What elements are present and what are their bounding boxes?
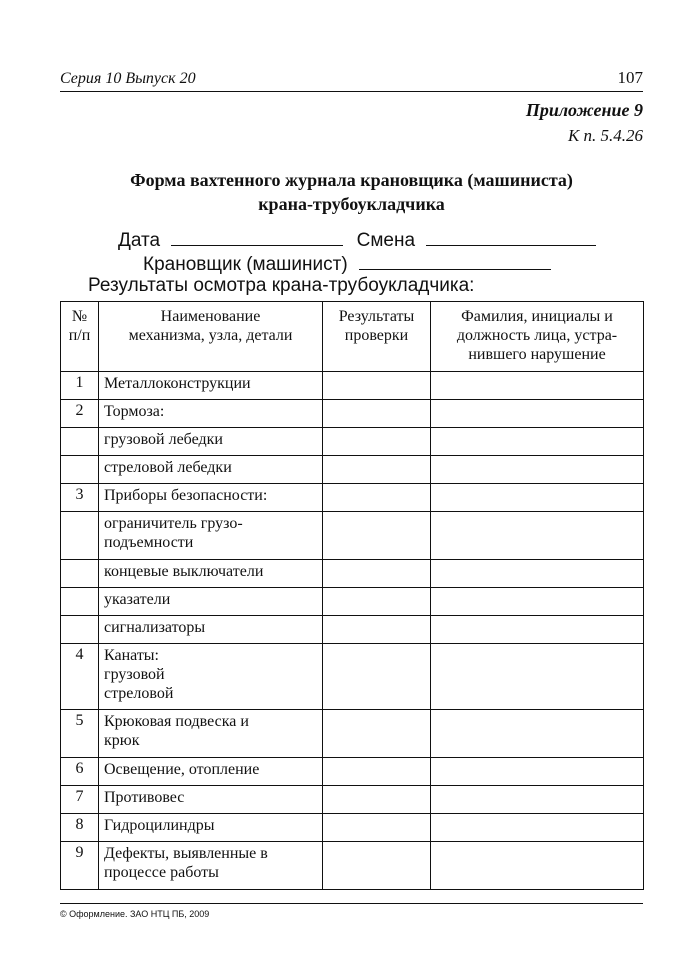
row-number xyxy=(61,616,99,644)
row-number: 3 xyxy=(61,484,99,512)
row-item-name xyxy=(99,842,323,890)
row-person-cell[interactable] xyxy=(431,814,644,842)
col-header-results xyxy=(323,302,431,372)
table-row xyxy=(61,456,644,484)
row-results-cell[interactable] xyxy=(323,644,431,710)
table-row xyxy=(61,758,644,786)
item-name-line: Противовес xyxy=(104,789,185,806)
table-row xyxy=(61,710,644,758)
row-results-cell[interactable] xyxy=(323,616,431,644)
item-name-line: концевые выключатели xyxy=(104,563,264,580)
row-results-cell[interactable] xyxy=(323,372,431,400)
operator-label: Крановщик (машинист) xyxy=(143,254,348,275)
row-results-cell[interactable] xyxy=(323,842,431,890)
row-item-name xyxy=(99,814,323,842)
item-name-line: Крюковая подвеска и xyxy=(104,713,249,730)
row-results-cell[interactable] xyxy=(323,786,431,814)
table-row xyxy=(61,512,644,560)
item-name-line: ограничитель грузо- xyxy=(104,515,243,532)
row-item-name xyxy=(99,456,323,484)
row-person-cell[interactable] xyxy=(431,616,644,644)
item-name-line: сигнализаторы xyxy=(104,619,206,636)
operator-field[interactable] xyxy=(359,252,551,270)
date-label: Дата xyxy=(118,230,161,251)
table-row xyxy=(61,560,644,588)
row-results-cell[interactable] xyxy=(323,512,431,560)
row-person-cell[interactable] xyxy=(431,588,644,616)
row-results-cell[interactable] xyxy=(323,400,431,428)
header-line: Наименование xyxy=(160,308,261,325)
table-row xyxy=(61,814,644,842)
table-header-row xyxy=(61,302,644,372)
row-person-cell[interactable] xyxy=(431,842,644,890)
item-name-line: крюк xyxy=(104,732,140,749)
row-results-cell[interactable] xyxy=(323,560,431,588)
row-item-name xyxy=(99,428,323,456)
item-name-line: Тормоза: xyxy=(104,403,165,420)
header-line: Результаты xyxy=(338,308,415,325)
appendix-reference: К п. 5.4.26 xyxy=(567,126,643,145)
row-item-name xyxy=(99,616,323,644)
header-line: № xyxy=(71,308,88,325)
table-row xyxy=(61,428,644,456)
row-item-name xyxy=(99,588,323,616)
item-name-line: Приборы безопасности: xyxy=(104,487,268,504)
col-header-person xyxy=(431,302,644,372)
col-header-number xyxy=(61,302,99,372)
row-person-cell[interactable] xyxy=(431,428,644,456)
row-number xyxy=(61,588,99,616)
row-item-name xyxy=(99,400,323,428)
date-field[interactable] xyxy=(171,228,343,246)
header-line: проверки xyxy=(344,327,409,344)
row-item-name xyxy=(99,710,323,758)
header-line: Фамилия, инициалы и xyxy=(461,308,613,325)
table-row xyxy=(61,616,644,644)
row-item-name xyxy=(99,560,323,588)
footer-rule xyxy=(60,903,643,904)
row-results-cell[interactable] xyxy=(323,456,431,484)
series-label: Серия 10 Выпуск 20 xyxy=(60,70,196,87)
row-number xyxy=(61,428,99,456)
form-title-line-1: Форма вахтенного журнала крановщика (машиниста) xyxy=(130,170,573,190)
row-results-cell[interactable] xyxy=(323,588,431,616)
row-number xyxy=(61,512,99,560)
item-name-line: Дефекты, выявленные в xyxy=(104,845,268,862)
item-name-line: грузовой лебедки xyxy=(104,431,223,448)
item-name-line: процессе работы xyxy=(104,864,219,881)
row-item-name xyxy=(99,758,323,786)
row-results-cell[interactable] xyxy=(323,758,431,786)
row-item-name xyxy=(99,484,323,512)
table-row xyxy=(61,372,644,400)
row-number: 6 xyxy=(61,758,99,786)
operator-line xyxy=(143,252,551,276)
row-person-cell[interactable] xyxy=(431,710,644,758)
row-results-cell[interactable] xyxy=(323,428,431,456)
row-number: 8 xyxy=(61,814,99,842)
item-name-line: стреловой xyxy=(104,685,174,702)
item-name-line: Гидроцилиндры xyxy=(104,817,215,834)
row-number: 2 xyxy=(61,400,99,428)
row-person-cell[interactable] xyxy=(431,512,644,560)
row-number xyxy=(61,560,99,588)
row-results-cell[interactable] xyxy=(323,814,431,842)
row-number xyxy=(61,456,99,484)
row-number: 7 xyxy=(61,786,99,814)
item-name-line: Канаты: xyxy=(104,647,159,664)
results-heading: Результаты осмотра крана-трубоукладчика: xyxy=(88,275,475,296)
row-person-cell[interactable] xyxy=(431,786,644,814)
row-person-cell[interactable] xyxy=(431,484,644,512)
row-person-cell[interactable] xyxy=(431,456,644,484)
item-name-line: указатели xyxy=(104,591,171,608)
item-name-line: Металлоконструкции xyxy=(104,375,251,392)
table-row xyxy=(61,484,644,512)
table-row xyxy=(61,842,644,890)
page-number: 107 xyxy=(617,68,643,87)
running-header xyxy=(60,67,643,92)
row-person-cell[interactable] xyxy=(431,560,644,588)
date-shift-line xyxy=(118,228,596,252)
shift-label: Смена xyxy=(356,230,416,251)
shift-field[interactable] xyxy=(426,228,596,246)
row-person-cell[interactable] xyxy=(431,758,644,786)
row-item-name xyxy=(99,644,323,710)
row-item-name xyxy=(99,372,323,400)
row-number: 4 xyxy=(61,644,99,710)
row-number: 1 xyxy=(61,372,99,400)
row-item-name xyxy=(99,512,323,560)
item-name-line: подъемности xyxy=(104,534,194,551)
item-name-line: Освещение, отопление xyxy=(104,761,260,778)
footer-copyright: © Оформление. ЗАО НТЦ ПБ, 2009 xyxy=(60,909,210,919)
table-row xyxy=(61,400,644,428)
item-name-line: грузовой xyxy=(104,666,165,683)
form-title-line-2: крана-трубоукладчика xyxy=(258,194,445,214)
row-results-cell[interactable] xyxy=(323,484,431,512)
table-row xyxy=(61,588,644,616)
row-person-cell[interactable] xyxy=(431,372,644,400)
row-number: 9 xyxy=(61,842,99,890)
header-line: п/п xyxy=(68,327,91,344)
row-person-cell[interactable] xyxy=(431,644,644,710)
row-number: 5 xyxy=(61,710,99,758)
inspection-journal-table xyxy=(60,301,644,890)
row-item-name xyxy=(99,786,323,814)
row-results-cell[interactable] xyxy=(323,710,431,758)
table-row xyxy=(61,644,644,710)
header-line: нившего нарушение xyxy=(468,346,606,363)
table-row xyxy=(61,786,644,814)
col-header-name xyxy=(99,302,323,372)
appendix-title: Приложение 9 xyxy=(525,100,643,120)
header-line: должность лица, устра- xyxy=(456,327,618,344)
item-name-line: стреловой лебедки xyxy=(104,459,232,476)
row-person-cell[interactable] xyxy=(431,400,644,428)
header-line: механизма, узла, детали xyxy=(128,327,293,344)
